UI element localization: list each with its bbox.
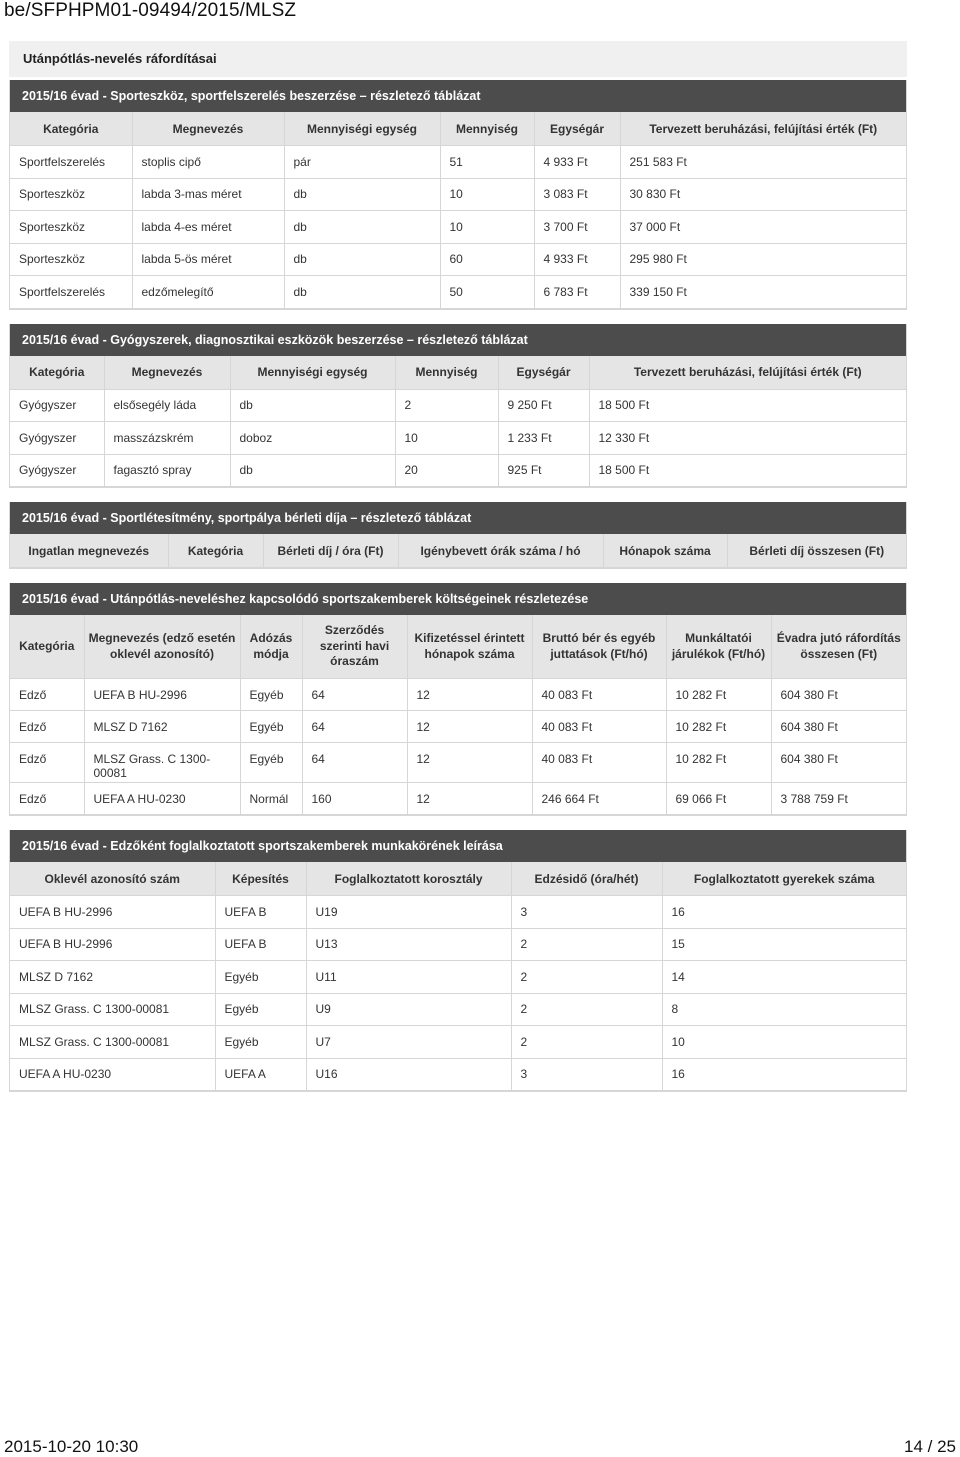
- cell: 251 583 Ft: [620, 146, 906, 179]
- coach-duties-table-block: [9, 830, 907, 1092]
- footer-page-number: 14 / 25: [904, 1437, 956, 1456]
- col-header: Mennyiségi egység: [230, 356, 395, 390]
- cell: 3: [511, 1058, 662, 1091]
- cell: db: [284, 276, 440, 309]
- col-header: Megnevezés: [104, 356, 230, 390]
- col-header: Edzésidő (óra/hét): [511, 862, 662, 896]
- cell: 10: [662, 1026, 906, 1059]
- cell: UEFA A HU-0230: [10, 1058, 215, 1091]
- cell: U9: [306, 993, 511, 1026]
- cell: 60: [440, 243, 534, 276]
- cell: 10 282 Ft: [666, 743, 771, 783]
- cell: doboz: [230, 422, 395, 455]
- col-header: Képesítés: [215, 862, 306, 896]
- cell: U11: [306, 961, 511, 994]
- section-title: Utánpótlás-nevelés ráfordításai: [9, 41, 907, 77]
- cell: 10: [440, 178, 534, 211]
- cell: 30 830 Ft: [620, 178, 906, 211]
- cell: 12: [407, 711, 532, 743]
- table-row: [10, 146, 906, 179]
- cell: db: [230, 389, 395, 422]
- cell: 18 500 Ft: [589, 454, 906, 487]
- cell: db: [284, 178, 440, 211]
- cell: 4 933 Ft: [534, 243, 620, 276]
- col-header: Mennyiség: [395, 356, 498, 390]
- table-row: [10, 743, 906, 783]
- cell: labda 3-mas méret: [132, 178, 284, 211]
- cell: 12: [407, 743, 532, 783]
- cell: edzőmelegítő: [132, 276, 284, 309]
- cell: Gyógyszer: [10, 422, 104, 455]
- cell: UEFA B HU-2996: [10, 928, 215, 961]
- col-header: Ingatlan megnevezés: [10, 534, 168, 568]
- col-header: Kategória: [168, 534, 263, 568]
- table-row: [10, 1058, 906, 1091]
- col-header: Megnevezés (edző esetén oklevél azonosító): [84, 615, 240, 679]
- table-row: [10, 389, 906, 422]
- document-id: be/SFPHPM01-09494/2015/MLSZ: [4, 0, 297, 21]
- cell: Gyógyszer: [10, 389, 104, 422]
- table-row: [10, 679, 906, 711]
- cell: 12: [407, 783, 532, 815]
- cell: 604 380 Ft: [771, 743, 906, 783]
- cell: masszázskrém: [104, 422, 230, 455]
- coach-duties-table-title: 2015/16 évad - Edzőként foglalkoztatott sportszakemberek munkakörének leírása: [10, 830, 906, 862]
- cell: 1 233 Ft: [498, 422, 589, 455]
- cell: Sportfelszerelés: [10, 276, 132, 309]
- cell: 20: [395, 454, 498, 487]
- cell: db: [284, 211, 440, 244]
- cell: Normál: [240, 783, 302, 815]
- table-header-row: [10, 356, 906, 390]
- staff-costs-table-block: [9, 583, 907, 816]
- cell: 604 380 Ft: [771, 711, 906, 743]
- table-row: [10, 178, 906, 211]
- col-header: Kategória: [10, 112, 132, 146]
- col-header: Kategória: [10, 615, 84, 679]
- staff-costs-table-title: 2015/16 évad - Utánpótlás-neveléshez kapcsolódó sportszakemberek költségeinek részletezése: [10, 583, 906, 615]
- col-header: Munkáltatói járulékok (Ft/hó): [666, 615, 771, 679]
- equipment-table-block: [9, 80, 907, 310]
- cell: UEFA B HU-2996: [84, 679, 240, 711]
- cell: MLSZ Grass. C 1300-00081: [10, 993, 215, 1026]
- cell: Egyéb: [215, 993, 306, 1026]
- cell: Edző: [10, 679, 84, 711]
- cell: UEFA B: [215, 928, 306, 961]
- col-header: Kifizetéssel érintett hónapok száma: [407, 615, 532, 679]
- table-row: [10, 243, 906, 276]
- cell: fagasztó spray: [104, 454, 230, 487]
- cell: 64: [302, 679, 407, 711]
- cell: 40 083 Ft: [532, 679, 666, 711]
- cell: 18 500 Ft: [589, 389, 906, 422]
- cell: 16: [662, 896, 906, 929]
- table-row: [10, 993, 906, 1026]
- cell: Gyógyszer: [10, 454, 104, 487]
- col-header: Tervezett beruházási, felújítási érték (Ft): [620, 112, 906, 146]
- cell: 69 066 Ft: [666, 783, 771, 815]
- cell: 12: [407, 679, 532, 711]
- col-header: Évadra jutó ráfordítás összesen (Ft): [771, 615, 906, 679]
- cell: 339 150 Ft: [620, 276, 906, 309]
- col-header: Bruttó bér és egyéb juttatások (Ft/hó): [532, 615, 666, 679]
- cell: pár: [284, 146, 440, 179]
- cell: labda 5-ös méret: [132, 243, 284, 276]
- facility-rent-table: [10, 534, 906, 568]
- col-header: Adózás módja: [240, 615, 302, 679]
- cell: 295 980 Ft: [620, 243, 906, 276]
- col-header: Kategória: [10, 356, 104, 390]
- cell: UEFA A HU-0230: [84, 783, 240, 815]
- staff-costs-table: [10, 615, 906, 815]
- cell: MLSZ Grass. C 1300-00081: [84, 743, 240, 783]
- cell: 14: [662, 961, 906, 994]
- facility-rent-table-block: [9, 502, 907, 569]
- cell: Egyéb: [240, 679, 302, 711]
- cell: 40 083 Ft: [532, 743, 666, 783]
- table-row: [10, 783, 906, 815]
- cell: 64: [302, 743, 407, 783]
- cell: 3 083 Ft: [534, 178, 620, 211]
- cell: UEFA A: [215, 1058, 306, 1091]
- col-header: Egységár: [498, 356, 589, 390]
- cell: 12 330 Ft: [589, 422, 906, 455]
- cell: 10: [395, 422, 498, 455]
- cell: Edző: [10, 783, 84, 815]
- medicine-table-title: 2015/16 évad - Gyógyszerek, diagnosztikai eszközök beszerzése – részletező táblázat: [10, 324, 906, 356]
- table-header-row: [10, 112, 906, 146]
- table-row: [10, 211, 906, 244]
- cell: 10 282 Ft: [666, 679, 771, 711]
- col-header: Hónapok száma: [603, 534, 727, 568]
- cell: Sportfelszerelés: [10, 146, 132, 179]
- col-header: Mennyiség: [440, 112, 534, 146]
- cell: 2: [511, 1026, 662, 1059]
- cell: 15: [662, 928, 906, 961]
- cell: 8: [662, 993, 906, 1026]
- equipment-table: [10, 112, 906, 309]
- cell: 9 250 Ft: [498, 389, 589, 422]
- table-row: [10, 422, 906, 455]
- cell: 64: [302, 711, 407, 743]
- cell: Sporteszköz: [10, 211, 132, 244]
- cell: 2: [511, 928, 662, 961]
- cell: 16: [662, 1058, 906, 1091]
- cell: 10: [440, 211, 534, 244]
- cell: stoplis cipő: [132, 146, 284, 179]
- table-row: [10, 711, 906, 743]
- cell: U7: [306, 1026, 511, 1059]
- cell: U19: [306, 896, 511, 929]
- cell: UEFA B HU-2996: [10, 896, 215, 929]
- col-header: Megnevezés: [132, 112, 284, 146]
- content: [9, 41, 907, 1106]
- cell: db: [230, 454, 395, 487]
- table-row: [10, 454, 906, 487]
- cell: MLSZ D 7162: [10, 961, 215, 994]
- cell: U16: [306, 1058, 511, 1091]
- col-header: Mennyiségi egység: [284, 112, 440, 146]
- cell: Edző: [10, 743, 84, 783]
- cell: 604 380 Ft: [771, 679, 906, 711]
- footer-timestamp: 2015-10-20 10:30: [4, 1437, 139, 1456]
- col-header: Szerződés szerinti havi óraszám: [302, 615, 407, 679]
- cell: Sporteszköz: [10, 243, 132, 276]
- cell: 40 083 Ft: [532, 711, 666, 743]
- col-header: Bérleti díj összesen (Ft): [727, 534, 906, 568]
- col-header: Oklevél azonosító szám: [10, 862, 215, 896]
- table-row: [10, 896, 906, 929]
- table-row: [10, 1026, 906, 1059]
- table-header-row: [10, 615, 906, 679]
- cell: 4 933 Ft: [534, 146, 620, 179]
- cell: MLSZ D 7162: [84, 711, 240, 743]
- cell: 3 700 Ft: [534, 211, 620, 244]
- col-header: Foglalkoztatott gyerekek száma: [662, 862, 906, 896]
- table-row: [10, 276, 906, 309]
- table-header-row: [10, 534, 906, 568]
- cell: 3 788 759 Ft: [771, 783, 906, 815]
- cell: 3: [511, 896, 662, 929]
- col-header: Egységár: [534, 112, 620, 146]
- cell: 2: [395, 389, 498, 422]
- coach-duties-table: [10, 862, 906, 1091]
- cell: 246 664 Ft: [532, 783, 666, 815]
- cell: 2: [511, 961, 662, 994]
- cell: UEFA B: [215, 896, 306, 929]
- col-header: Igénybevett órák száma / hó: [398, 534, 603, 568]
- cell: db: [284, 243, 440, 276]
- cell: Egyéb: [240, 711, 302, 743]
- equipment-table-title: 2015/16 évad - Sporteszköz, sportfelszerelés beszerzése – részletező táblázat: [10, 80, 906, 112]
- cell: Edző: [10, 711, 84, 743]
- col-header: Bérleti díj / óra (Ft): [263, 534, 398, 568]
- cell: Egyéb: [240, 743, 302, 783]
- cell: 50: [440, 276, 534, 309]
- cell: Egyéb: [215, 1026, 306, 1059]
- col-header: Tervezett beruházási, felújítási érték (Ft): [589, 356, 906, 390]
- medicine-table: [10, 356, 906, 488]
- table-row: [10, 928, 906, 961]
- cell: 37 000 Ft: [620, 211, 906, 244]
- cell: 10 282 Ft: [666, 711, 771, 743]
- cell: 6 783 Ft: [534, 276, 620, 309]
- cell: MLSZ Grass. C 1300-00081: [10, 1026, 215, 1059]
- cell: elsősegély láda: [104, 389, 230, 422]
- cell: 2: [511, 993, 662, 1026]
- cell: Sporteszköz: [10, 178, 132, 211]
- cell: 160: [302, 783, 407, 815]
- medicine-table-block: [9, 324, 907, 489]
- table-row: [10, 961, 906, 994]
- cell: 51: [440, 146, 534, 179]
- cell: Egyéb: [215, 961, 306, 994]
- cell: 925 Ft: [498, 454, 589, 487]
- facility-rent-table-title: 2015/16 évad - Sportlétesítmény, sportpálya bérleti díja – részletező táblázat: [10, 502, 906, 534]
- table-header-row: [10, 862, 906, 896]
- cell: labda 4-es méret: [132, 211, 284, 244]
- col-header: Foglalkoztatott korosztály: [306, 862, 511, 896]
- cell: U13: [306, 928, 511, 961]
